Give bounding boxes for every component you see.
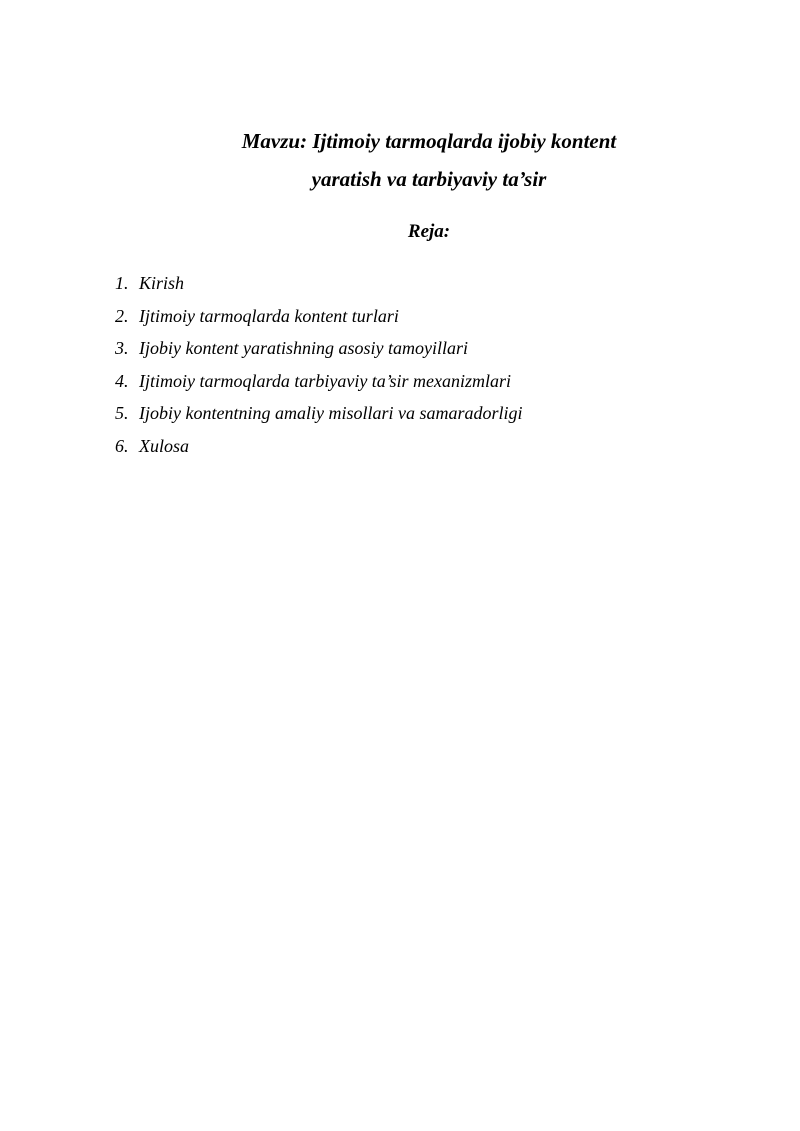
plan-item-5 [115, 398, 522, 431]
plan-item-text: Xulosa [139, 435, 190, 456]
plan-item-number: 3. [115, 338, 129, 358]
title-line-1: Mavzu: Ijtimoiy tarmoqlarda ijobiy kontent [241, 129, 617, 153]
plan-item-text: Ijobiy kontentning amaliy misollari va samaradorligi [139, 403, 523, 423]
plan-item-4 [115, 366, 522, 399]
plan-item-number: 1. [115, 273, 129, 293]
plan-item-number: 4. [115, 370, 129, 391]
plan-item-2 [115, 301, 522, 334]
plan-list [115, 268, 522, 463]
plan-item-text: Ijtimoiy tarmoqlarda kontent turlari [139, 305, 399, 326]
plan-item-text: Kirish [139, 273, 185, 293]
plan-item-1 [115, 268, 522, 301]
title-line-2: yaratish va tarbiyaviy ta’sir [311, 167, 547, 191]
plan-item-text: Ijobiy kontent yaratishning asosiy tamoyillari [139, 338, 468, 358]
plan-item-number: 2. [115, 305, 129, 326]
plan-item-3 [115, 333, 522, 366]
plan-item-text: Ijtimoiy tarmoqlarda tarbiyaviy ta’sir mexanizmlari [139, 370, 511, 391]
plan-heading: Reja: [407, 221, 451, 242]
plan-item-6 [115, 431, 522, 464]
plan-item-number: 5. [115, 403, 129, 423]
plan-item-number: 6. [115, 435, 129, 456]
